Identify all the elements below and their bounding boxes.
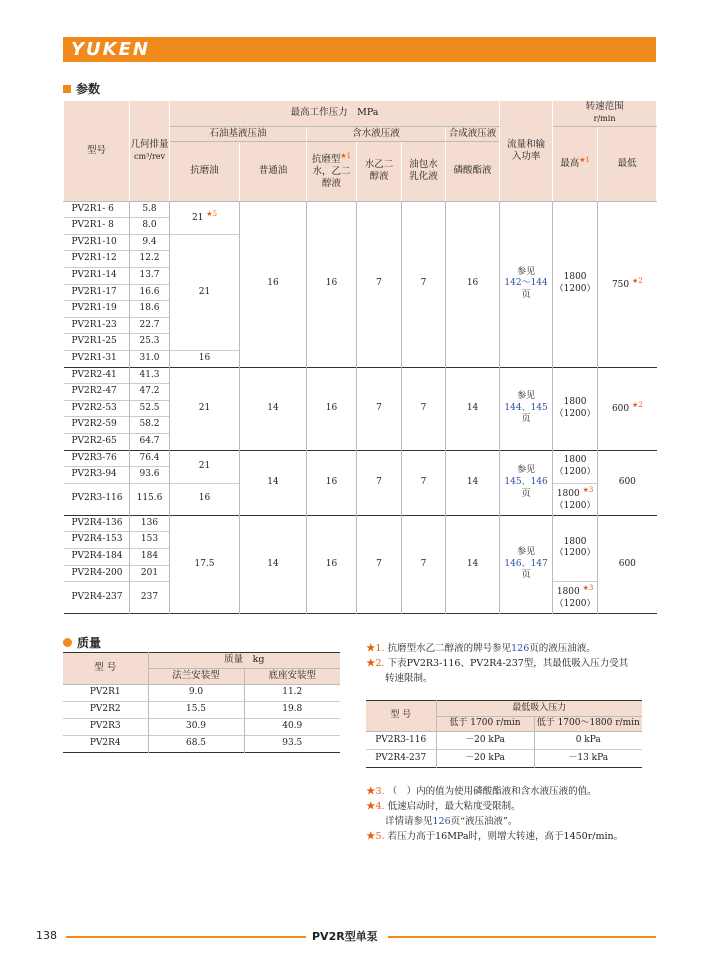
text: 146、147 [504,558,548,569]
footnote-marker: ★3. [366,786,385,797]
text: 1800 [563,396,587,407]
text: 几何排量 [130,138,169,150]
header-min: 最低 [598,126,657,201]
table-cell: 136 [130,515,170,532]
square-bullet-icon [63,85,71,93]
text: 醇液 [321,178,341,190]
suction-header-model: 型 号 [366,701,436,732]
table-cell: 7 [402,367,446,450]
footnote-marker: ★2 [632,276,643,285]
footnote-marker: ★1 [579,156,590,165]
footer-title: PV2R型单泵 [312,930,378,943]
circle-bullet-icon [63,638,72,647]
table-cell: 21 [170,450,240,483]
text: 乳化液 [409,171,438,183]
text: 参见 [517,391,536,402]
table-cell: 0 kPa [534,732,642,750]
footnote-marker: ★5 [206,210,218,219]
table-cell: 153 [130,532,170,549]
table-cell: 16 [240,201,307,367]
note-4-cont [366,814,656,829]
table-cell: 21 [170,234,240,350]
flow-ref-1 [500,201,553,367]
note-1 [366,641,656,656]
table-cell: 7 [402,450,446,515]
mass-header-flange: 法兰安装型 [148,669,244,685]
table-row [63,719,340,736]
text: 页“液压油液”。 [450,816,518,827]
text: 750 [611,279,630,290]
table-cell: 9.4 [130,234,170,251]
text: 参见 [517,465,536,476]
text: （1200） [554,408,596,419]
table-cell: 16 [307,201,357,367]
table-cell: 16 [307,450,357,515]
table-cell: PV2R4-237 [64,582,130,614]
footer-rule-left [66,936,306,938]
flow-ref-4 [500,515,553,613]
text: 低速启动时，最大粘度受限制。 [387,801,521,812]
table-row [366,750,642,768]
header-speed [553,101,657,126]
table-cell: 17.5 [170,515,240,613]
text: 参见 [517,546,536,557]
table-cell: PV2R1- 6 [64,201,130,218]
table-cell: 64.7 [130,434,170,451]
table-cell: PV2R1-17 [64,284,130,301]
table-cell: 14 [446,515,500,613]
table-cell: PV2R1 [63,685,148,702]
footer-rule-right [388,936,656,938]
yuken-logo: YUKEN [71,39,150,60]
text: 流量和输 [507,138,546,150]
header-bar [63,37,656,62]
table-cell: PV2R1-25 [64,334,130,351]
table-cell: 9.0 [148,685,244,702]
footnote-marker: ★2 [632,401,643,410]
header-emulsion [402,141,446,201]
table-cell: 201 [130,565,170,582]
table-cell: 600 [598,515,657,613]
table-cell: 13.7 [130,268,170,285]
note-2 [366,656,656,671]
table-cell: 76.4 [130,450,170,467]
table-cell: 7 [357,201,402,367]
header-water-glycol [357,141,402,201]
text: 入功率 [511,150,541,162]
footnote-marker: ★1 [340,151,352,160]
footnote-marker: ★2. [366,658,385,669]
text: 下表PV2R3-116、PV2R4-237型，其最低吸入压力受其 [387,658,629,669]
header-pressure: 最高工作压力 MPa [170,101,500,126]
table-cell: PV2R3-76 [64,450,130,467]
table-cell: 237 [130,582,170,614]
suction-header-range: 低于 1700～1800 r/min [534,717,642,732]
table-cell [170,201,240,234]
table-cell: 22.7 [130,317,170,334]
table-cell: PV2R1-14 [64,268,130,285]
text: （1200） [554,284,596,295]
text: 参数 [76,82,101,96]
notes-bottom [366,784,656,844]
table-cell [553,515,598,581]
footnote-marker: ★3 [582,486,594,495]
table-cell: PV2R4-184 [64,548,130,565]
table-cell: 14 [240,450,307,515]
table-row [63,736,340,753]
table-cell [598,201,657,367]
text: 126 [511,643,530,654]
table-cell: PV2R1-12 [64,251,130,268]
text: 抗磨型水乙二醇液的牌号参见 [387,643,512,654]
text: 水乙二 [364,158,394,170]
text: cm³/rev [133,151,166,161]
text: 转速范围 [585,101,624,112]
table-cell: PV2R3 [63,719,148,736]
text: 参见 [517,266,536,277]
table-cell: －13 kPa [534,750,642,768]
table-cell: PV2R4-237 [366,750,436,768]
table-cell: 7 [402,515,446,613]
params-table [63,101,657,614]
text: 142～144 [504,278,548,289]
header-water: 含水液压液 [307,126,446,141]
table-row [63,702,340,719]
note-5 [366,829,656,844]
text: （1200） [554,548,596,559]
table-cell: 30.9 [148,719,244,736]
table-cell: 16 [307,515,357,613]
table-cell: PV2R2-47 [64,384,130,401]
text: 144、145 [504,402,548,413]
table-cell: 25.3 [130,334,170,351]
table-cell: 7 [402,201,446,367]
suction-header-low: 低于 1700 r/min [436,717,534,732]
table-cell: PV2R2-41 [64,367,130,384]
header-phosphate: 磷酸酯液 [446,141,500,201]
table-row [64,450,657,467]
table-cell: 47.2 [130,384,170,401]
table-cell: PV2R1- 8 [64,218,130,235]
text: （1200） [554,500,596,511]
text: 1800 [563,455,587,465]
text: 1800 [563,272,587,283]
text: 145、146 [504,476,548,487]
table-cell [553,450,598,483]
text: 600 [611,404,630,415]
table-cell: PV2R4 [63,736,148,753]
table-row [64,367,657,384]
flow-ref-3 [500,450,553,515]
table-cell: 5.8 [130,201,170,218]
text: 21 [191,213,204,224]
text: 水，乙二 [312,166,351,178]
table-cell: 14 [240,515,307,613]
table-cell: 8.0 [130,218,170,235]
suction-table [366,700,642,768]
mass-table [63,652,340,753]
table-cell: PV2R2-53 [64,400,130,417]
text: （1200） [554,466,596,477]
table-row [366,732,642,750]
table-cell [553,201,598,367]
mass-header-foot: 底座安装型 [244,669,340,685]
section-title-mass [63,634,101,651]
footnote-marker: ★1. [366,643,385,654]
mass-header-model: 型 号 [63,653,148,685]
text: 页 [521,488,531,499]
text: 醇液 [369,171,389,183]
text: 油包水 [409,158,438,170]
text: （ ）内的值为使用磷酸酯液和含水液压液的值。 [387,786,597,797]
table-cell [553,582,598,614]
table-cell: PV2R4-200 [64,565,130,582]
table-cell: 93.6 [130,467,170,484]
table-cell: PV2R1-23 [64,317,130,334]
text: 抗磨型 [311,153,341,165]
table-cell: PV2R3-116 [366,732,436,750]
table-cell: 16 [307,367,357,450]
table-cell: PV2R4-153 [64,532,130,549]
table-cell: 7 [357,367,402,450]
table-cell: 40.9 [244,719,340,736]
table-cell: 21 [170,367,240,450]
header-synthetic: 合成液压液 [446,126,500,141]
text: 若压力高于16MPa时，则增大转速，高于1450r/min。 [387,831,624,842]
header-model: 型号 [64,101,130,201]
text: 详情请参见 [385,816,433,827]
header-max [553,126,598,201]
footnote-marker: ★5. [366,831,385,842]
table-cell: 11.2 [244,685,340,702]
header-petroleum: 石油基液压油 [170,126,307,141]
table-cell [598,367,657,450]
table-cell: 184 [130,548,170,565]
table-cell: 68.5 [148,736,244,753]
header-flow [500,101,553,201]
flow-ref-2 [500,367,553,450]
table-cell: 18.6 [130,301,170,318]
table-cell: 58.2 [130,417,170,434]
table-cell: 16 [170,351,240,368]
table-cell: 12.2 [130,251,170,268]
section-title-params [63,80,100,97]
table-row [64,201,657,218]
header-normal: 普通油 [240,141,307,201]
table-cell: 600 [598,450,657,515]
table-cell: 15.5 [148,702,244,719]
table-cell: 7 [357,450,402,515]
table-cell [553,483,598,515]
notes-top [366,641,656,686]
header-displacement [130,101,170,201]
text: （1200） [554,599,596,610]
table-cell: PV2R4-136 [64,515,130,532]
mass-header-mass: 质量 kg [148,653,340,669]
suction-header-pressure: 最低吸入压力 [436,701,642,717]
table-cell: PV2R2 [63,702,148,719]
table-cell: －20 kPa [436,750,534,768]
text: 页 [521,414,531,425]
table-row [63,685,340,702]
table-cell: 52.5 [130,400,170,417]
table-cell: 115.6 [130,483,170,515]
table-cell: 16 [170,483,240,515]
note-3 [366,784,656,799]
page-number: 138 [36,929,57,942]
table-cell: PV2R2-59 [64,417,130,434]
table-cell: 14 [446,367,500,450]
table-cell: 19.8 [244,702,340,719]
text: 最高 [560,158,580,170]
text: r/min [593,114,616,124]
note-4 [366,799,656,814]
table-cell: 16.6 [130,284,170,301]
table-cell: 14 [446,450,500,515]
table-cell: PV2R3-94 [64,467,130,484]
footnote-marker: ★4. [366,801,385,812]
table-cell: 41.3 [130,367,170,384]
text: 质量 [77,636,102,650]
text: 页 [521,290,531,300]
table-cell: －20 kPa [436,732,534,750]
text: 126 [432,816,451,827]
table-cell: PV2R1-19 [64,301,130,318]
table-cell: 16 [446,201,500,367]
table-cell: 7 [357,515,402,613]
table-cell: PV2R3-116 [64,483,130,515]
header-antiwear-wg [307,141,357,201]
table-cell: PV2R1-31 [64,351,130,368]
text: 1800 [556,489,580,500]
header-antiwear: 抗磨油 [170,141,240,201]
table-row [64,515,657,532]
table-cell: 93.5 [244,736,340,753]
table-cell: PV2R2-65 [64,434,130,451]
table-cell [553,367,598,450]
table-cell: 14 [240,367,307,450]
table-cell: 31.0 [130,351,170,368]
footnote-marker: ★3 [582,584,594,593]
text: 页 [521,570,531,581]
text: 1800 [563,536,587,547]
note-2-cont: 转速限制。 [385,673,433,684]
table-cell: PV2R1-10 [64,234,130,251]
text: 1800 [556,587,580,598]
text: 页的液压油液。 [529,643,596,654]
